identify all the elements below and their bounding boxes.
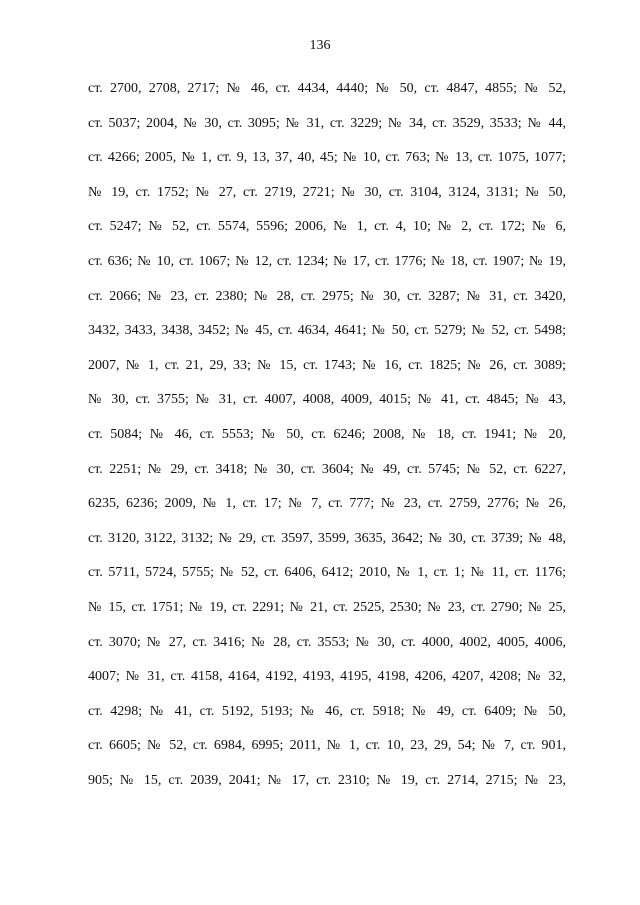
text-line: ст. 2700, 2708, 2717; № 46, ст. 4434, 4440; № 50, ст. 4847, 4855; № 52, <box>88 81 566 96</box>
text-line: № 30, ст. 3755; № 31, ст. 4007, 4008, 4009, 4015; № 41, ст. 4845; № 43, <box>88 392 566 408</box>
body-text <box>88 72 566 798</box>
text-line: ст. 6605; № 52, ст. 6984, 6995; 2011, № 1, ст. 10, 23, 29, 54; № 7, ст. 901, <box>88 738 566 754</box>
text-line: № 19, ст. 1752; № 27, ст. 2719, 2721; № 30, ст. 3104, 3124, 3131; № 50, <box>88 184 566 200</box>
text-line: ст. 5084; № 46, ст. 5553; № 50, ст. 6246; 2008, № 18, ст. 1941; № 20, <box>88 426 566 442</box>
page-number: 136 <box>309 38 331 53</box>
text-line: ст. 2251; № 29, ст. 3418; № 30, ст. 3604; № 49, ст. 5745; № 52, ст. 6227, <box>88 461 566 477</box>
text-line: ст. 4266; 2005, № 1, ст. 9, 13, 37, 40, 45; № 10, ст. 763; № 13, ст. 1075, 1077; <box>88 150 566 166</box>
text-line: 2007, № 1, ст. 21, 29, 33; № 15, ст. 1743; № 16, ст. 1825; № 26, ст. 3089; <box>88 357 566 373</box>
text-line: ст. 4298; № 41, ст. 5192, 5193; № 46, ст. 5918; № 49, ст. 6409; № 50, <box>88 703 566 719</box>
text-line: ст. 5711, 5724, 5755; № 52, ст. 6406, 6412; 2010, № 1, ст. 1; № 11, ст. 1176; <box>88 565 566 581</box>
text-line: 905; № 15, ст. 2039, 2041; № 17, ст. 2310; № 19, ст. 2714, 2715; № 23, <box>88 772 566 788</box>
text-line: 4007; № 31, ст. 4158, 4164, 4192, 4193, 4195, 4198, 4206, 4207, 4208; № 32, <box>88 669 566 685</box>
text-line: ст. 3120, 3122, 3132; № 29, ст. 3597, 3599, 3635, 3642; № 30, ст. 3739; № 48, <box>88 530 566 546</box>
text-line: № 15, ст. 1751; № 19, ст. 2291; № 21, ст. 2525, 2530; № 23, ст. 2790; № 25, <box>88 599 566 615</box>
text-line: ст. 5037; 2004, № 30, ст. 3095; № 31, ст. 3229; № 34, ст. 3529, 3533; № 44, <box>88 115 566 131</box>
text-line: ст. 636; № 10, ст. 1067; № 12, ст. 1234; № 17, ст. 1776; № 18, ст. 1907; № 19, <box>88 253 566 269</box>
text-line: 3432, 3433, 3438, 3452; № 45, ст. 4634, 4641; № 50, ст. 5279; № 52, ст. 5498; <box>88 323 566 339</box>
text-line: 6235, 6236; 2009, № 1, ст. 17; № 7, ст. 777; № 23, ст. 2759, 2776; № 26, <box>88 496 566 512</box>
text-line: ст. 5247; № 52, ст. 5574, 5596; 2006, № 1, ст. 4, 10; № 2, ст. 172; № 6, <box>88 219 566 235</box>
text-line: ст. 3070; № 27, ст. 3416; № 28, ст. 3553; № 30, ст. 4000, 4002, 4005, 4006, <box>88 634 566 650</box>
text-line: ст. 2066; № 23, ст. 2380; № 28, ст. 2975; № 30, ст. 3287; № 31, ст. 3420, <box>88 288 566 304</box>
